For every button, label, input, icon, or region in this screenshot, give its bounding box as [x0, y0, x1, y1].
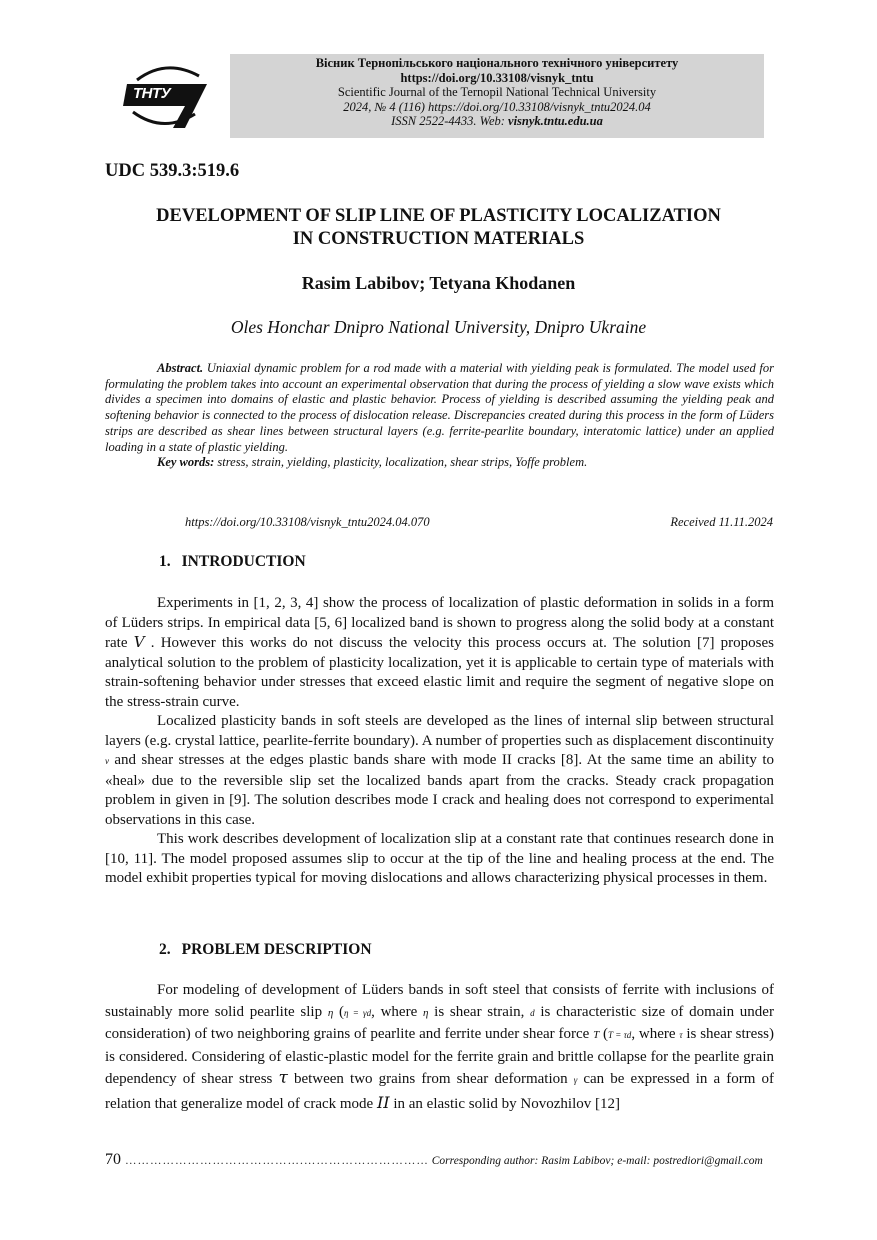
d-symbol: d: [530, 1007, 535, 1018]
T-symbol: T: [593, 1029, 600, 1041]
section-heading-problem: [159, 941, 372, 959]
text-run: in an elastic solid by Novozhilov [12]: [389, 1095, 620, 1112]
udc-code: UDC 539.3:519.6: [105, 161, 240, 181]
intro-paragraph-3: This work describes development of localization slip at a constant rate that continues research done in [10, 11]. The model proposed assumes slip to occur at the tip of the line and healing process at the end. The model exhibit properties typical for moving dislocations and allows characterizing physical processes in them.: [105, 831, 774, 886]
gamma-symbol: γ: [573, 1075, 578, 1085]
eta-symbol: η: [422, 1006, 429, 1019]
keywords-label: Key words:: [157, 455, 215, 470]
velocity-symbol: V: [133, 633, 145, 651]
text-run: (: [333, 1003, 345, 1020]
keywords-paragraph: [105, 455, 774, 471]
leader-dots: …………………………………….…………………………: [125, 1155, 429, 1167]
corresponding-author: Corresponding author: Rasim Labibov; e-mail: postrediori@gmail.com: [431, 1155, 763, 1167]
received-date: Received 11.11.2024: [670, 515, 773, 529]
text-run: , where: [631, 1026, 680, 1042]
text-run: For modeling of development of Lüders bands in soft steel that consists of ferrite with inclusions of sustainably more solid pearlite slip: [105, 982, 774, 1020]
abstract-text: Uniaxial dynamic problem for a rod made with a material with yielding peak is formulated. The model used for formulating the problem takes into account an experimental observation that during the process of yielding a slow wave exists which divides a specimen into domains of elastic and plastic behavior. Process of yielding is described assuming the yielding peak and softening behavior is connected to the process of dislocation release. Discrepancies created during this process in the form of Lüders strips are described as shear lines between structural layers (e.g. ferrite-pearlite boundary, interatomic lattice) under an applied loading in a state of plastic yielding.: [105, 361, 774, 454]
section-number: 1.: [159, 553, 171, 570]
text-run: is shear stress) is considered. Considering of elastic-plastic model for the ferrite grain and brittle collapse for the pearlite grain dependency of shear stress: [105, 1026, 775, 1087]
text-run: can be expressed in a form of relation that generalize model of crack mode: [105, 1071, 774, 1112]
eta-symbol: η: [327, 1006, 334, 1019]
abstract: [105, 361, 774, 471]
page-footer: [105, 1151, 774, 1169]
mode-II-symbol: II: [376, 1092, 390, 1112]
journal-title-en: Scientific Journal of the Ternopil National Technical University: [337, 85, 657, 100]
journal-header: [230, 54, 764, 138]
text-run: is characteristic size of domain under consideration) of two neighboring grains of pearlite and ferrite under shear force: [105, 1003, 774, 1042]
section-number: 2.: [159, 941, 171, 958]
abstract-paragraph: [105, 361, 774, 455]
section-heading-introduction: [159, 553, 306, 571]
introduction-body: [105, 594, 774, 889]
title-line-1: DEVELOPMENT OF SLIP LINE OF PLASTICITY LOCALIZATION: [156, 206, 721, 226]
intro-paragraph-1: [105, 594, 774, 712]
affiliation: Oles Honchar Dnipro National University, Dnipro Ukraine: [230, 317, 647, 337]
article-doi-link[interactable]: https://doi.org/10.33108/visnyk_tntu2024.04.070: [185, 515, 430, 529]
problem-paragraph-1: [105, 980, 774, 1115]
issn-text: ISSN 2522-4433. Web:: [391, 114, 509, 129]
page-number: 70: [105, 1151, 121, 1168]
intro-paragraph-2: [105, 712, 774, 830]
text-run: and shear stresses at the edges plastic bands share with mode II cracks [8]. At the same time an ability to «heal» due to the reversible slip set the localized bands apart from the cracks. Steady crack propagation problem in given in [9]. The solution describes mode I crack and healing does not correspond to experimental observations in this case.: [105, 752, 774, 828]
abstract-label: Abstract.: [157, 361, 204, 375]
journal-issue: 2024, № 4 (116) https://doi.org/10.33108/visnyk_tntu2024.04: [343, 99, 651, 114]
keywords-text: stress, strain, yielding, plasticity, localization, shear strips, Yoffe problem.: [214, 455, 588, 470]
tau-symbol-small: τ: [679, 1030, 683, 1040]
journal-web-link[interactable]: visnyk.tntu.edu.ua: [508, 114, 603, 129]
section-title: INTRODUCTION: [181, 553, 306, 570]
displacement-symbol: v: [105, 756, 109, 766]
journal-doi-link[interactable]: https://doi.org/10.33108/visnyk_tntu: [400, 70, 594, 85]
text-run: is shear strain,: [428, 1003, 531, 1020]
text-run: between two grains from shear deformation: [287, 1071, 574, 1087]
text-run: (: [599, 1026, 609, 1042]
text-run: Experiments in [1, 2, 3, 4] show the process of localization of plastic deformation in solids in a form of Lüders strips. In empirical data [5, 6] localized band is shown to progress along the solid body at a constant rate: [105, 595, 774, 651]
text-run: Localized plasticity bands in soft steels are developed as the lines of internal slip between structural layers (e.g. crystal lattice, pearlite-ferrite boundary). A number of properties such as displacement discontinuity: [105, 713, 774, 749]
journal-issn: [230, 114, 764, 129]
doi-received-line: [185, 515, 773, 530]
section-title: PROBLEM DESCRIPTION: [181, 941, 372, 958]
journal-title-ua: Вісник Тернопільського національного технічного університету: [315, 56, 679, 70]
university-logo: [123, 62, 209, 132]
text-run: . However this works do not discuss the velocity this process occurs at. The solution [7] proposes analytical solution to the problem of plasticity localization, yet it is applicable to certain type of materials with strain-softening behavior under stresses that exceed elastic limit and require the segment of negative slope on the stress-strain curve.: [105, 635, 774, 710]
force-equation: T = τd: [608, 1030, 632, 1040]
problem-body: [105, 980, 774, 1115]
slip-equation: η = γd: [344, 1007, 372, 1018]
tau-symbol: τ: [278, 1068, 288, 1088]
text-run: , where: [371, 1003, 423, 1020]
authors: Rasim Labibov; Tetyana Khodanen: [301, 273, 576, 293]
article-title: [60, 205, 817, 251]
logo-text: ТНТУ: [133, 85, 171, 102]
title-line-2: IN CONSTRUCTION MATERIALS: [292, 229, 585, 249]
